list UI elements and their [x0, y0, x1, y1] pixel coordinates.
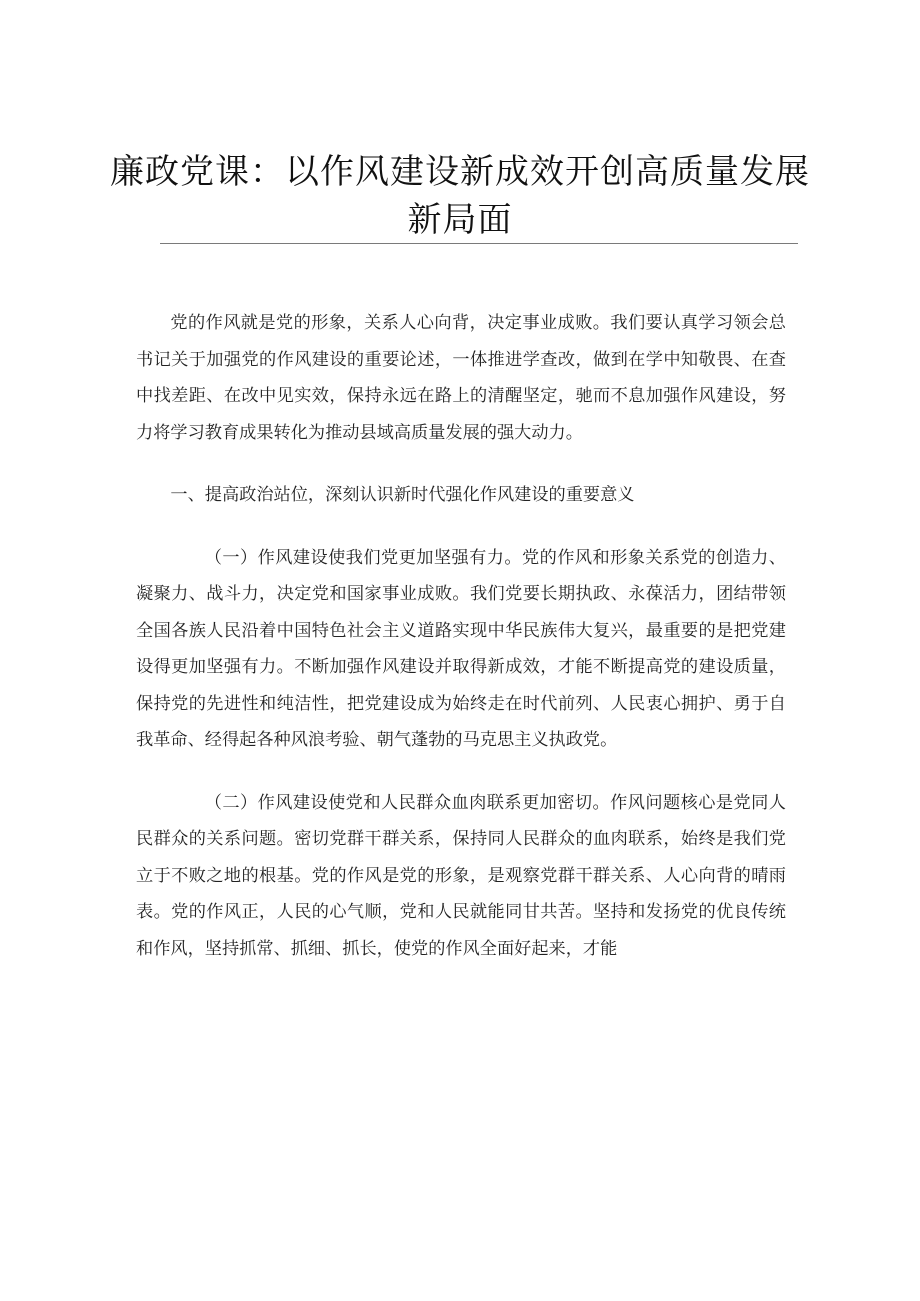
section-heading-1: 一、提高政治站位，深刻认识新时代强化作风建设的重要意义	[170, 485, 635, 505]
intro-paragraph: 党的作风就是党的形象，关系人心向背，决定事业成败。我们要认真学习领会总书记关于加强党的作风建设的重要论述，一体推进学查改，做到在学中知敬畏、在查中找差距、在改中见实效，保持永远在路上的清醒坚定，驰而不息加强作风建设，努力将学习教育成果转化为推动县域高质量发展的强大动力。	[136, 313, 786, 443]
document-title	[0, 150, 920, 242]
subsection-paragraph-1: （一）作风建设使我们党更加坚强有力。党的作风和形象关系党的创造力、凝聚力、战斗力，决定党和国家事业成败。我们党要长期执政、永葆活力，团结带领全国各族人民沿着中国特色社会主义道路实现中华民族伟大复兴，最重要的是把党建设得更加坚强有力。不断加强作风建设并取得新成效，才能不断提高党的建设质量，保持党的先进性和纯洁性，把党建设成为始终走在时代前列、人民衷心拥护、勇于自我革命、经得起各种风浪考验、朝气蓬勃的马克思主义执政党。	[136, 547, 786, 750]
title-line-1: 廉政党课：以作风建设新成效开创高质量发展	[110, 152, 810, 192]
title-underline	[160, 243, 798, 244]
subsection-paragraph-2: （二）作风建设使党和人民群众血肉联系更加密切。作风问题核心是党同人民群众的关系问题。密切党群干群关系，保持同人民群众的血肉联系，始终是我们党立于不败之地的根基。党的作风是党的形象，是观察党群干群关系、人心向背的晴雨表。党的作风正，人民的心气顺，党和人民就能同甘共苦。坚持和发扬党的优良传统和作风，坚持抓常、抓细、抓长，使党的作风全面好起来，才能	[136, 792, 786, 959]
document-body	[136, 305, 786, 967]
title-line-2: 新局面	[407, 200, 513, 240]
